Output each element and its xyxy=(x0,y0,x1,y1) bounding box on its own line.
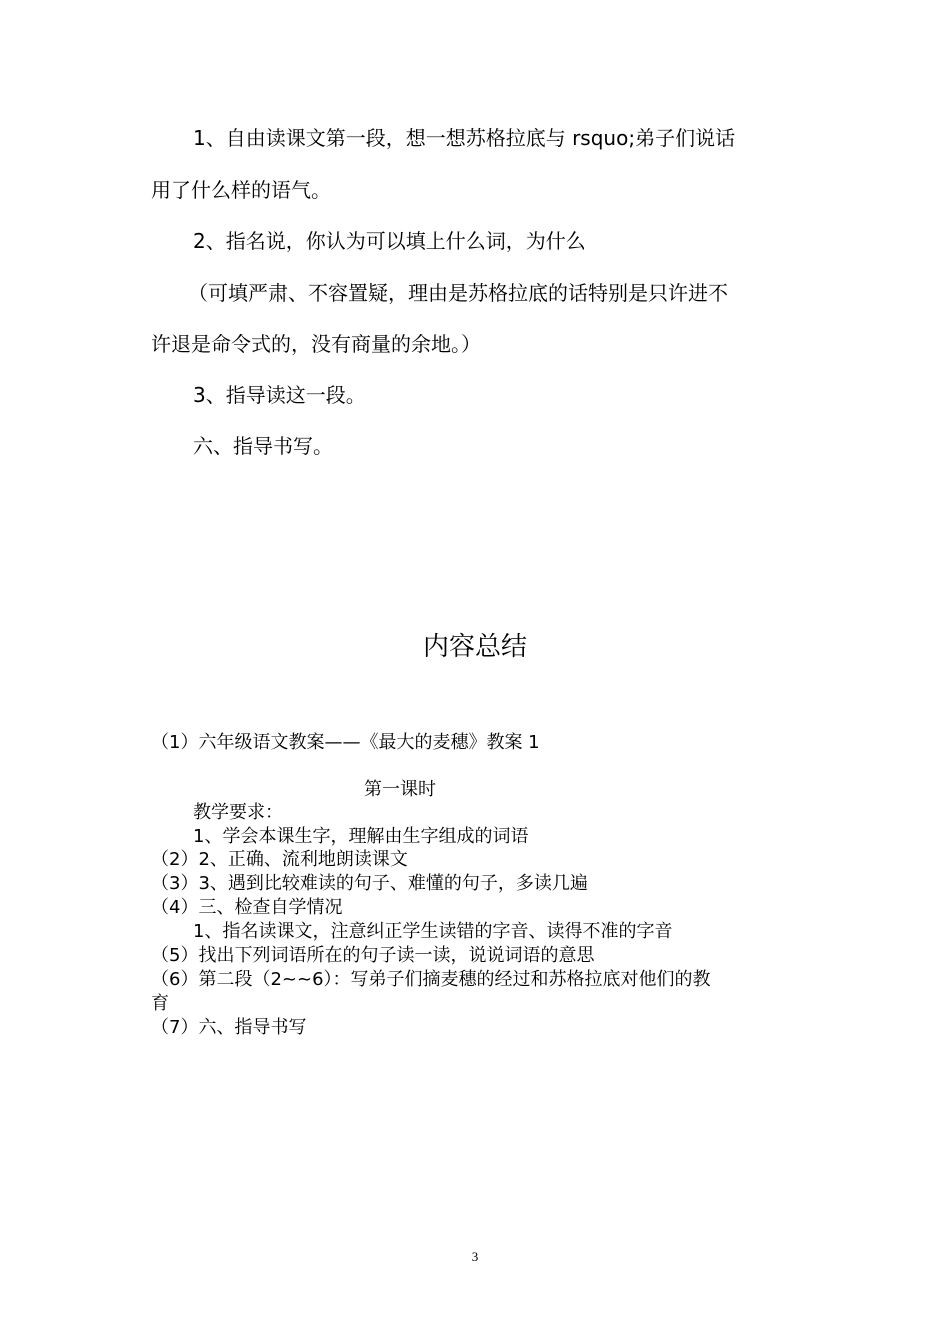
summary-line-6: （3）3、遇到比较难读的句子、难懂的句子，多读几遍 xyxy=(151,873,588,894)
body-line-1: 1、自由读课文第一段，想一想苏格拉底与 rsquo;弟子们说话 xyxy=(193,126,736,150)
body-line-6: 3、指导读这一段。 xyxy=(193,383,366,407)
summary-heading: 内容总结 xyxy=(422,632,527,662)
body-line-4: （可填严肃、不容置疑，理由是苏格拉底的话特别是只许进不 xyxy=(188,281,728,305)
summary-line-10: （6）第二段（2~~6）：写弟子们摘麦穗的经过和苏格拉底对他们的教 xyxy=(151,969,711,990)
body-line-2: 用了什么样的语气。 xyxy=(151,178,331,202)
summary-line-4: 1、学会本课生字，理解由生字组成的词语 xyxy=(193,826,529,847)
summary-line-8: 1、指名读课文，注意纠正学生读错的字音、读得不准的字音 xyxy=(193,921,673,942)
body-line-5: 许退是命令式的，没有商量的余地。） xyxy=(151,332,481,356)
summary-line-5: （2）2、正确、流利地朗读课文 xyxy=(151,849,408,870)
summary-line-3: 教学要求： xyxy=(193,802,283,823)
summary-line-11: 育 xyxy=(151,993,169,1014)
body-line-3: 2、指名说，你认为可以填上什么词，为什么 xyxy=(193,229,586,253)
summary-line-9: （5）找出下列词语所在的句子读一读，说说词语的意思 xyxy=(151,945,595,966)
summary-line-2: 第一课时 xyxy=(364,779,436,800)
summary-line-7: （4）三、检查自学情况 xyxy=(151,897,343,918)
body-line-7: 六、指导书写。 xyxy=(193,434,333,458)
summary-line-12: （7）六、指导书写 xyxy=(151,1017,307,1038)
summary-line-1: （1）六年级语文教案——《最大的麦穗》教案 1 xyxy=(151,732,540,753)
page-number: 3 xyxy=(471,1249,479,1264)
